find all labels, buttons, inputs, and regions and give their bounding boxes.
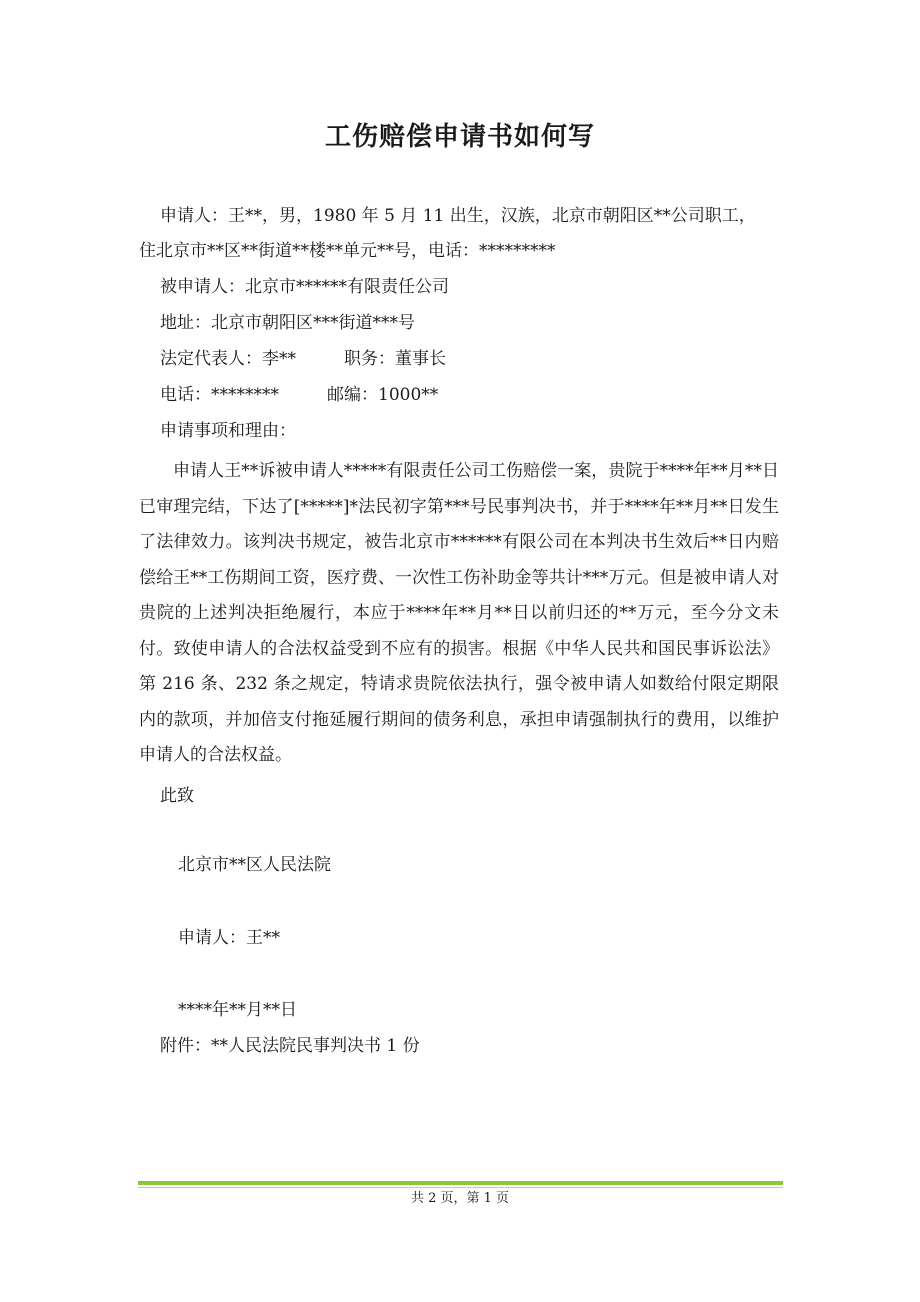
closing-line: 此致 xyxy=(160,786,194,806)
postcode: 邮编：1000** xyxy=(327,385,439,405)
footer-divider-thin xyxy=(138,1187,783,1188)
respondent-line: 被申请人：北京市******有限责任公司 xyxy=(160,277,449,297)
legal-representative-line xyxy=(160,349,446,369)
position: 职务：董事长 xyxy=(344,349,446,369)
date-line: ****年**月**日 xyxy=(178,1000,297,1020)
applicant-line-2: 住北京市**区**街道**楼**单元**号，电话：********* xyxy=(139,241,556,261)
footer-divider xyxy=(138,1181,783,1185)
court-name: 北京市**区人民法院 xyxy=(178,855,331,875)
body-paragraph: 申请人王**诉被申请人*****有限责任公司工伤赔偿一案，贵院于****年**月**日已审理完结，下达了[*****]*法民初字第***号民事判决书，并于****年**月**日发生了法律效力。该判决书规定，被告北京市******有限公司在本判决书生效后**日内赔偿给王**工伤期间工资，医疗费、一次性工伤补助金等共计***万元。但是被申请人对贵院的上述判决拒绝履行，本应于****年**月**日以前归还的**万元，至今分文未付。致使申请人的合法权益受到不应有的损害。根据《中华人民共和国民事诉讼法》第 216 条、232 条之规定，特请求贵院依法执行，强令被申请人如数给付限定期限内的款项，并加倍支付拖延履行期间的债务利息，承担申请强制执行的费用，以维护申请人的合法权益。 xyxy=(139,461,779,765)
legal-representative: 法定代表人：李** xyxy=(160,349,296,369)
attachment-line: 附件：**人民法院民事判决书 1 份 xyxy=(160,1036,420,1056)
address-line: 地址：北京市朝阳区***街道***号 xyxy=(160,313,415,333)
page-number: 共 2 页，第 1 页 xyxy=(410,1191,510,1206)
applicant-line-1: 申请人：王**，男，1980 年 5 月 11 出生，汉族，北京市朝阳区**公司职工， xyxy=(160,206,756,226)
matters-heading: 申请事项和理由： xyxy=(160,421,296,441)
document-title: 工伤赔偿申请书如何写 xyxy=(324,122,595,152)
phone: 电话：******** xyxy=(160,385,279,405)
signature-line: 申请人：王** xyxy=(178,928,280,948)
contact-line xyxy=(160,385,438,405)
